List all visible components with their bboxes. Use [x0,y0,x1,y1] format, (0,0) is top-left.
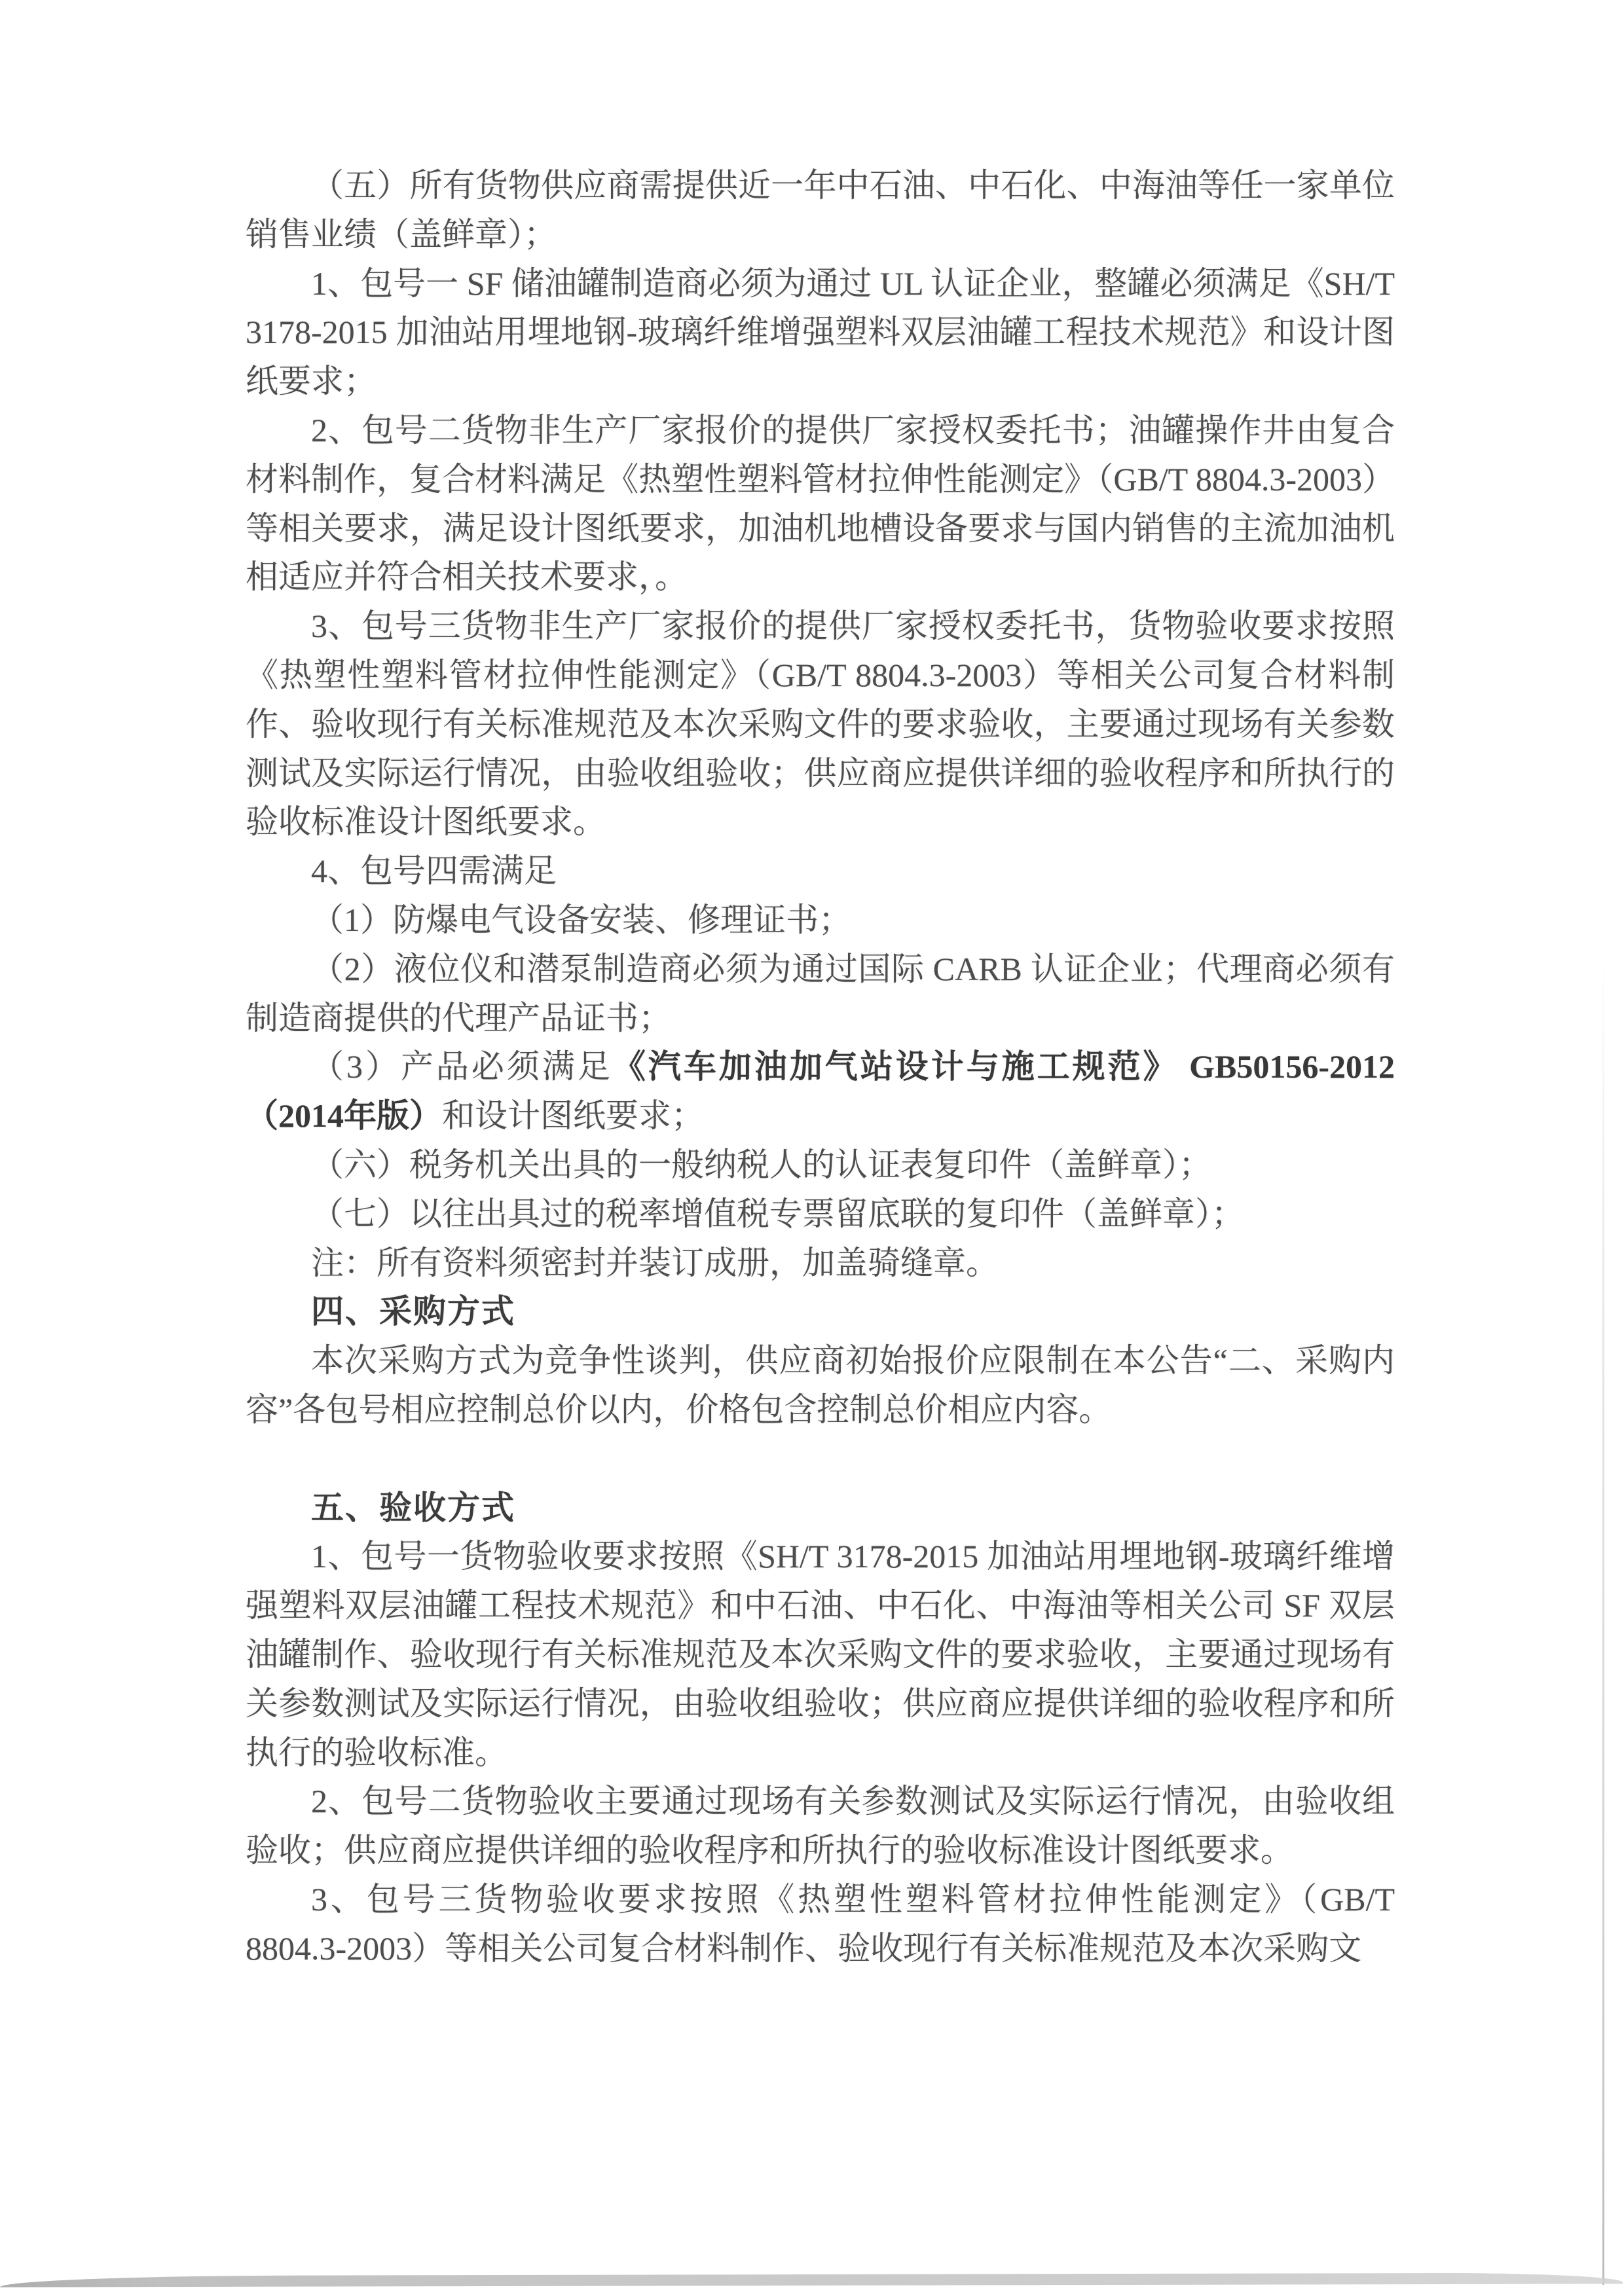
scan-right-edge-line [1602,949,1604,2285]
document-body [246,161,1395,1973]
text-segment: 和设计图纸要求； [442,1097,704,1135]
text-segment: 3、包号三货物验收要求按照《热塑性塑料管材拉伸性能测定》（GB/T 8804.3-2003）等相关公司复合材料制作、验收现行有关标准规范及本次采购文 [246,1880,1395,1967]
text-segment-bold: 五、验收方式 [311,1489,515,1526]
paragraph [246,896,1395,945]
paragraph [246,406,1395,602]
paragraph [246,1336,1395,1434]
text-segment: 4、包号四需满足 [311,852,557,890]
text-segment: 3、包号三货物非生产厂家报价的提供厂家授权委托书，货物验收要求按照《热塑性塑料管材拉伸性能测定》（GB/T 8804.3-2003）等相关公司复合材料制作、验收现行有关标准规范及本次采购文件的要求验收，主要通过现场有关参数测试及实际运行情况，由验收组验收；供应商应提供详细的验收程序和所执行的验收标准设计图纸要求。 [246,608,1395,841]
paragraph [246,161,1395,259]
text-segment: 2、包号二货物非生产厂家报价的提供厂家授权委托书；油罐操作井由复合材料制作，复合材料满足《热塑性塑料管材拉伸性能测定》（GB/T 8804.3-2003）等相关要求，满足设计图纸要求，加油机地槽设备要求与国内销售的主流加油机相适应并符合相关技术要求，。 [246,411,1395,596]
text-segment-bold: 四、采购方式 [311,1293,515,1330]
text-segment: （五）所有货物供应商需提供近一年中石油、中石化、中海油等任一家单位销售业绩（盖鲜章）； [246,167,1395,253]
paragraph [246,847,1395,896]
scan-bottom-shadow [0,2272,1623,2287]
text-segment: 1、包号一货物验收要求按照《SH/T 3178-2015 加油站用埋地钢-玻璃纤维增强塑料双层油罐工程技术规范》和中石油、中石化、中海油等相关公司 SF 双层油罐制作、验收现行有关标准规范及本次采购文件的要求验收，主要通过现场有关参数测试及实际运行情况，由验收组验收；供应商应提供详细的验收程序和所执行的验收标准。 [246,1538,1395,1771]
paragraph [246,1140,1395,1190]
text-segment: （六）税务机关出具的一般纳税人的认证表复印件（盖鲜章）； [311,1146,1211,1183]
paragraph [246,1239,1395,1288]
text-segment: （1）防爆电气设备安装、修理证书； [311,901,851,938]
paragraph [246,1875,1395,1973]
text-segment: 2、包号二货物验收主要通过现场有关参数测试及实际运行情况，由验收组验收；供应商应提供详细的验收程序和所执行的验收标准设计图纸要求。 [246,1783,1395,1869]
text-segment: 1、包号一 SF 储油罐制造商必须为通过 UL 认证企业，整罐必须满足《SH/T 3178-2015 加油站用埋地钢-玻璃纤维增强塑料双层油罐工程技术规范》和设计图纸要求； [246,264,1395,400]
section-heading [246,1484,1395,1533]
text-segment: （七）以往出具过的税率增值税专票留底联的复印件（盖鲜章）； [311,1195,1244,1232]
text-segment: 本次采购方式为竞争性谈判，供应商初始报价应限制在本公告“二、采购内容”各包号相应控制总价以内，价格包含控制总价相应内容。 [246,1342,1395,1428]
section-heading [246,1287,1395,1336]
paragraph [246,1190,1395,1239]
paragraph [246,945,1395,1043]
paragraph [246,259,1395,406]
paragraph [246,1777,1395,1875]
text-segment-bold: 《汽车加油加气站设计与施工规范》 GB50156-2012（2014年版） [246,1048,1395,1135]
text-segment: 注：所有资料须密封并装订成册，加盖骑缝章。 [311,1244,999,1281]
paragraph [246,1532,1395,1777]
text-segment: （3）产品必须满足 [311,1048,613,1085]
text-segment: （2）液位仪和潜泵制造商必须为通过国际 CARB 认证企业；代理商必须有制造商提供的代理产品证书； [246,950,1395,1036]
paragraph [246,1042,1395,1140]
paragraph [246,602,1395,847]
